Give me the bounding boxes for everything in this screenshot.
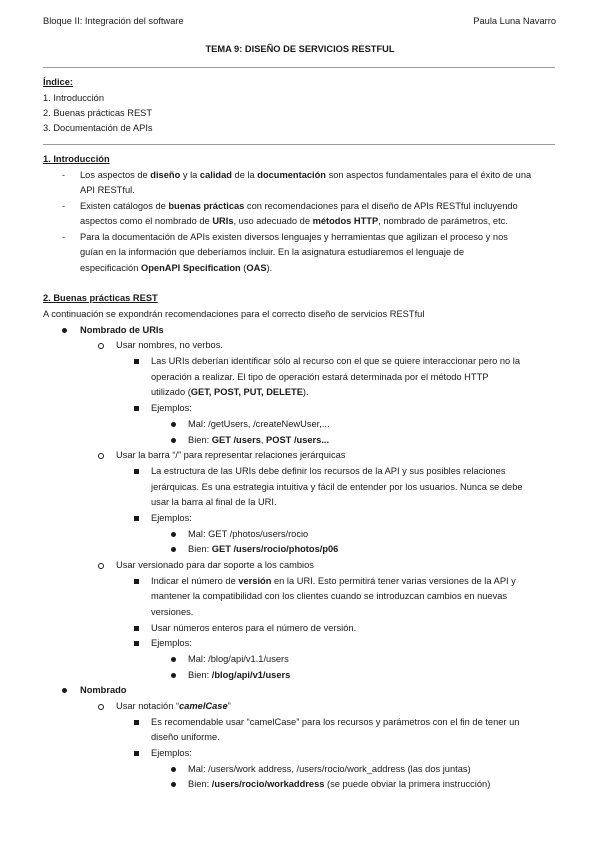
bullet-circle [98, 563, 104, 569]
paragraph-line: Usar números enteros para el número de versión. [151, 623, 357, 633]
section-intro: A continuación se expondrán recomendaciones para el correcto diseño de servicios RESTful [43, 309, 425, 319]
paragraph-line: diseño uniforme. [151, 732, 220, 742]
list-item-nombrado-uris: Nombrado de URIs [80, 325, 164, 335]
dash-bullet: - [62, 232, 65, 242]
dash-bullet: - [62, 201, 65, 211]
bullet-square [134, 641, 139, 646]
bullet-square [134, 359, 139, 364]
bullet-disc [171, 782, 176, 787]
list-item: Usar la barra “/” para representar relaciones jerárquicas [116, 450, 346, 460]
dash-bullet: - [62, 170, 65, 180]
index-heading: Índice: [43, 77, 73, 87]
bullet-disc [171, 438, 176, 443]
bullet-square [134, 516, 139, 521]
paragraph-line: API RESTful. [80, 185, 135, 195]
example-bad: Mal: GET /photos/users/rocio [188, 529, 309, 539]
paragraph-line: aspectos como el nombrado de URIs, uso adecuado de métodos HTTP, nombrado de parámetros, etc. [80, 216, 508, 226]
bullet-disc [62, 328, 67, 333]
paragraph-line: Existen catálogos de buenas prácticas con recomendaciones para el diseño de APIs RESTful incluyendo [80, 201, 518, 211]
paragraph-line: Para la documentación de APIs existen diversos lenguajes y herramientas que agilizan el proceso y nos [80, 232, 508, 242]
paragraph-line: utilizado (GET, POST, PUT, DELETE). [151, 387, 309, 397]
page-title: TEMA 9: DISEÑO DE SERVICIOS RESTFUL [205, 44, 395, 54]
divider-index [43, 144, 555, 145]
example-bad: Mal: /users/work address, /users/rocio/work_address (las dos juntas) [188, 764, 471, 774]
bullet-square [134, 579, 139, 584]
header-author: Paula Luna Navarro [473, 16, 556, 26]
paragraph-line: guían en la información que deberíamos incluir. En la asignatura estudiaremos el lenguaje de [80, 247, 464, 257]
bullet-disc [171, 422, 176, 427]
section-heading-introduccion: 1. Introducción [43, 154, 110, 164]
paragraph-line: La estructura de las URIs debe definir los recursos de la API y sus posibles relaciones [151, 466, 506, 476]
paragraph-line: Los aspectos de diseño y la calidad de la documentación son aspectos fundamentales para el éxito de una [80, 170, 532, 180]
list-item: Usar versionado para dar soporte a los cambios [116, 560, 314, 570]
paragraph-line: especificación OpenAPI Specification (OAS). [80, 263, 273, 273]
bullet-square [134, 406, 139, 411]
bullet-disc [171, 657, 176, 662]
bullet-square [134, 469, 139, 474]
bullet-square [134, 626, 139, 631]
bullet-disc [171, 767, 176, 772]
section-heading-buenas-practicas: 2. Buenas prácticas REST [43, 293, 158, 303]
paragraph-line: usar la barra al final de la URI. [151, 497, 277, 507]
bullet-disc [171, 673, 176, 678]
header-course: Bloque II: Integración del software [43, 16, 184, 26]
index-item: 3. Documentación de APIs [43, 123, 153, 133]
bullet-disc [62, 688, 67, 693]
divider-top [43, 67, 555, 68]
example-good: Bien: /users/rocio/workaddress (se puede obviar la primera instrucción) [188, 779, 491, 789]
example-good: Bien: /blog/api/v1/users [188, 670, 291, 680]
paragraph-line: Indicar el número de versión en la URI. Esto permitirá tener varias versiones de la API y [151, 576, 516, 586]
example-bad: Mal: /blog/api/v1.1/users [188, 654, 289, 664]
bullet-disc [171, 532, 176, 537]
bullet-disc [171, 547, 176, 552]
bullet-circle [98, 704, 104, 710]
paragraph-line: Las URIs deberían identificar sólo al recurso con el que se quiere interaccionar pero no la [151, 356, 520, 366]
bullet-circle [98, 453, 104, 459]
list-item: Ejemplos: [151, 513, 192, 523]
list-item: Ejemplos: [151, 748, 192, 758]
index-item: 2. Buenas prácticas REST [43, 108, 153, 118]
paragraph-line: jerárquicas. Es una estrategia intuitiva y fácil de entender por los usuarios. Nunca se debe [151, 482, 523, 492]
paragraph-line: operación a realizar. El tipo de operación estará determinada por el método HTTP [151, 372, 489, 382]
paragraph-line: mantener la compatibilidad con los clientes cuando se introduzcan cambios en nuevas [151, 591, 508, 601]
list-item: Ejemplos: [151, 403, 192, 413]
example-good: Bien: GET /users/rocio/photos/p06 [188, 544, 339, 554]
bullet-circle [98, 343, 104, 349]
example-bad: Mal: /getUsers, /createNewUser,... [188, 419, 330, 429]
paragraph-line: Es recomendable usar “camelCase” para los recursos y parámetros con el fin de tener un [151, 717, 520, 727]
index-item: 1. Introducción [43, 93, 104, 103]
list-item: Usar nombres, no verbos. [116, 340, 223, 350]
bullet-square [134, 720, 139, 725]
list-item: Usar notación “camelCase” [116, 701, 231, 711]
list-item-nombrado: Nombrado [80, 685, 127, 695]
list-item: Ejemplos: [151, 638, 192, 648]
paragraph-line: versiones. [151, 607, 194, 617]
bullet-square [134, 751, 139, 756]
example-good: Bien: GET /users, POST /users... [188, 435, 330, 445]
